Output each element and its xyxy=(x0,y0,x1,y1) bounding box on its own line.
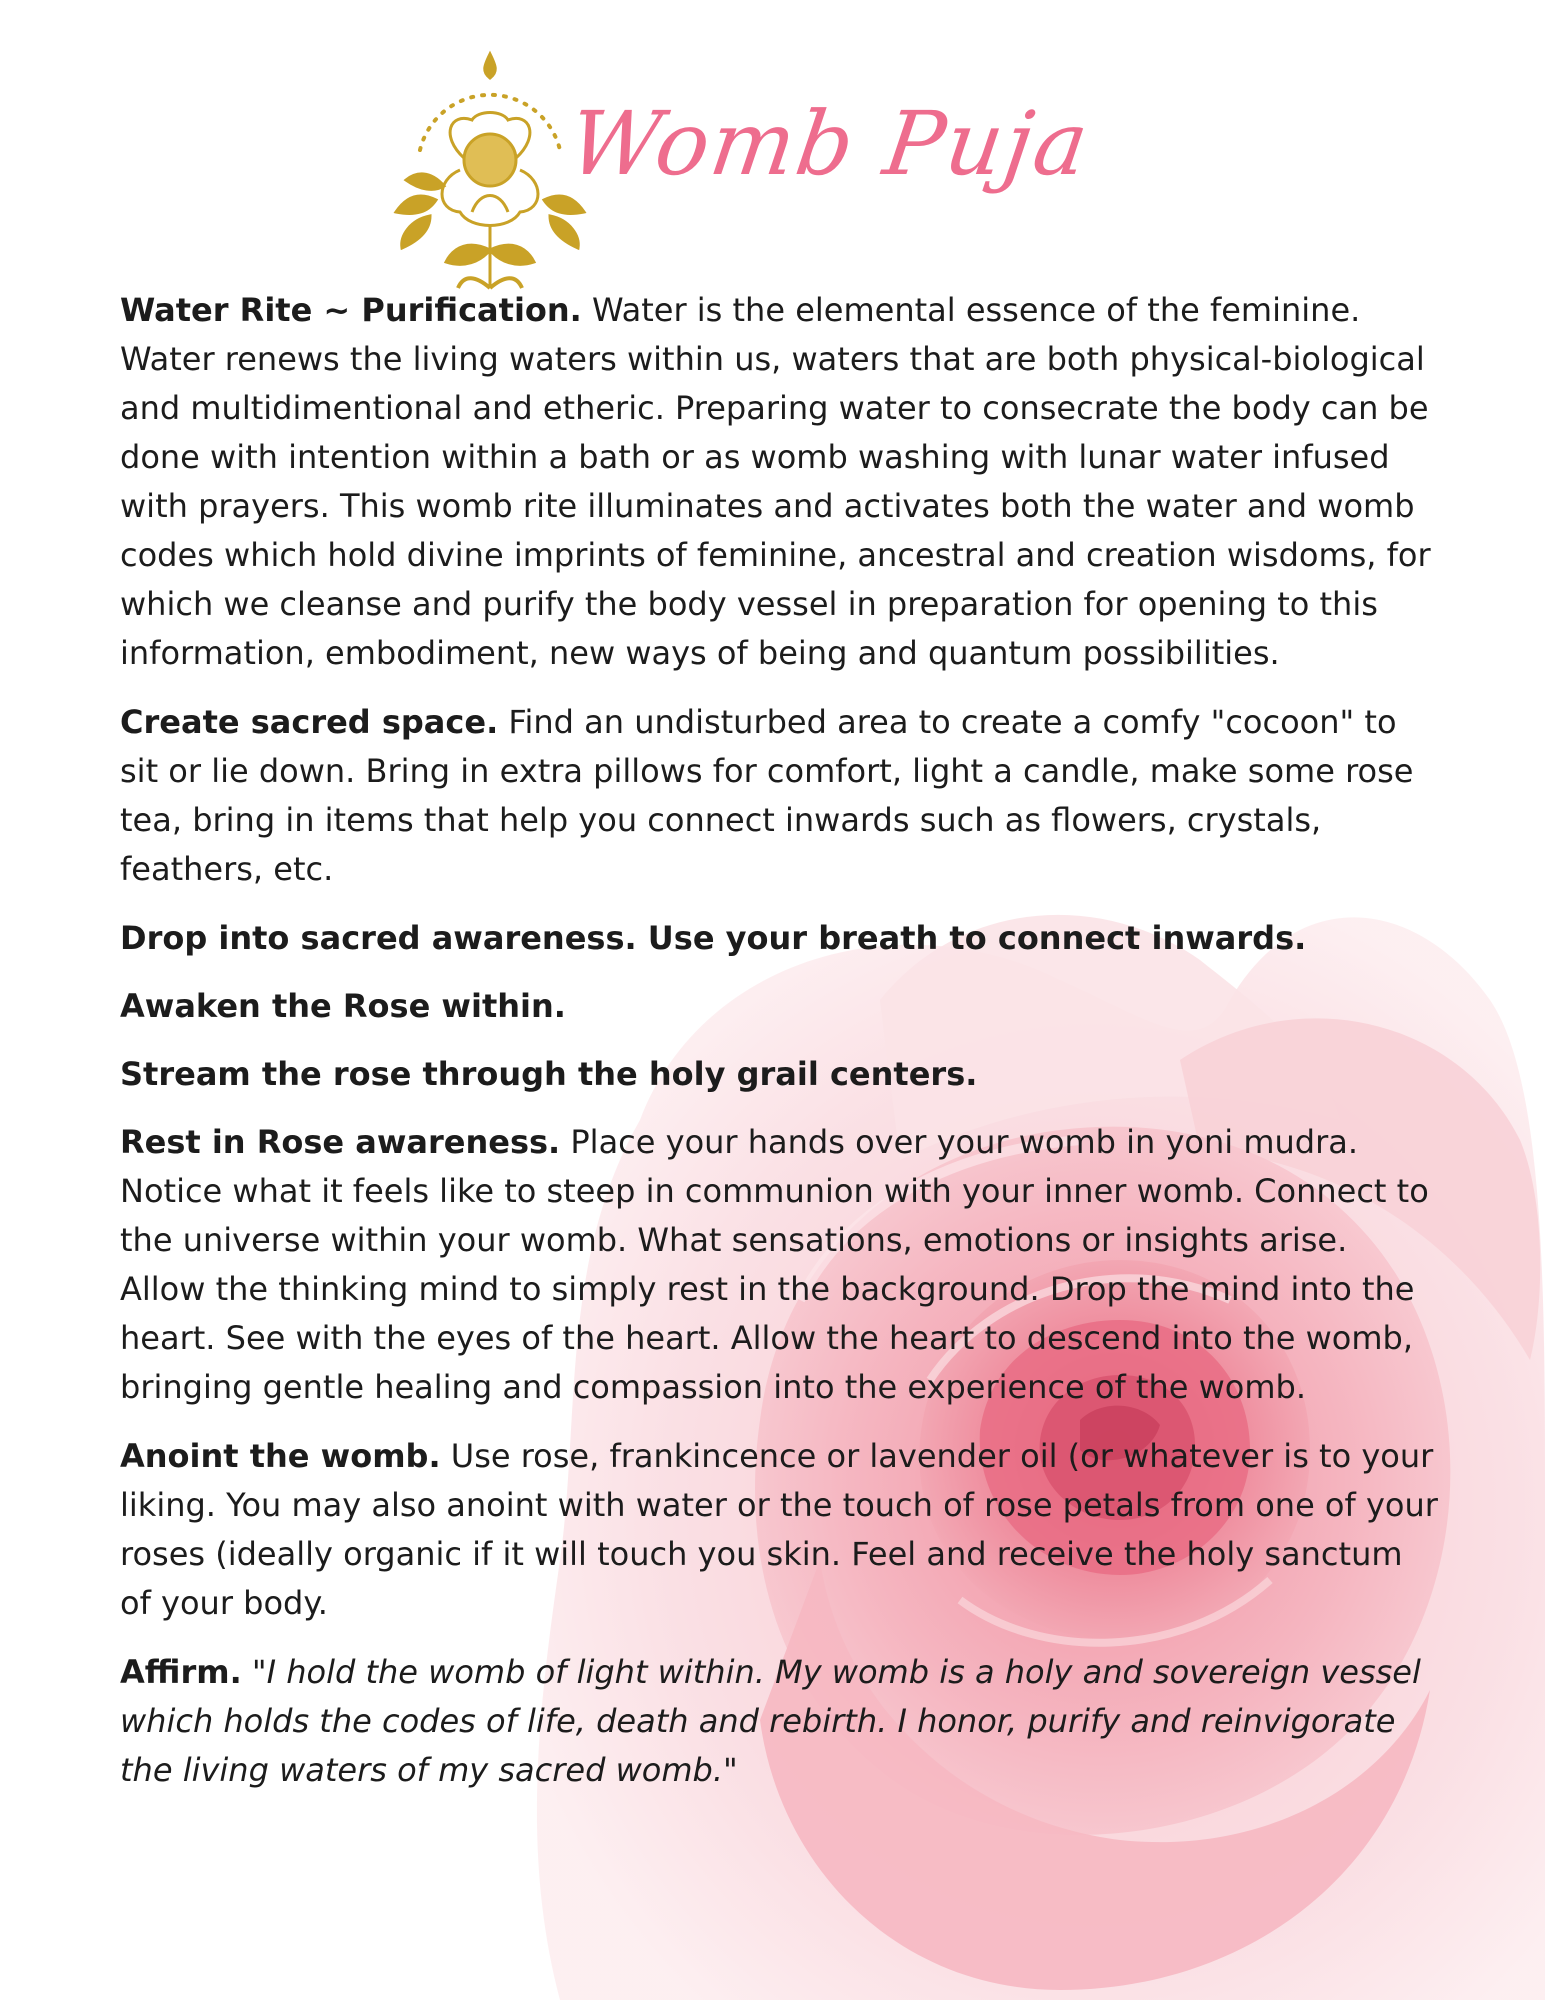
paragraph-heading: Drop into sacred awareness. Use your breath to connect inwards. xyxy=(120,919,1307,957)
paragraph-text: Water is the elemental essence of the feminine. Water renews the living waters within us, waters that are both physical-biological and multidimentional and etheric. Preparing water to consecrate the body can be done with intention within a bath or as womb washing with lunar water infused with prayers. This womb rite illuminates and activates both the water and womb codes which hold divine imprints of feminine, ancestral and creation wisdoms, for which we cleanse and purify the body vessel in preparation for opening to this information, embodiment, new ways of being and quantum possibilities. xyxy=(120,291,1431,672)
paragraph-affirm xyxy=(120,1648,1440,1795)
paragraph-anoint-womb xyxy=(120,1432,1440,1628)
paragraph-sacred-awareness xyxy=(120,914,1440,963)
document-body xyxy=(120,286,1440,1815)
affirmation-quote: "I hold the womb of light within. My womb is a holy and sovereign vessel which holds the codes of life, death and rebirth. I honor, purify and reinvigorate the living waters of my sacred womb." xyxy=(120,1653,1421,1789)
paragraph-heading: Awaken the Rose within. xyxy=(120,987,566,1025)
paragraph-text: Place your hands over your womb in yoni mudra. Notice what it feels like to steep in communion with your inner womb. Connect to the universe within your womb. What sensations, emotions or insights arise. Allow the thinking mind to simply rest in the background. Drop the mind into the heart. See with the eyes of the heart. Allow the heart to descend into the womb, bringing gentle healing and compassion into the experience of the womb. xyxy=(120,1123,1429,1406)
paragraph-awaken-rose xyxy=(120,982,1440,1031)
paragraph-heading: Water Rite ~ Purification. xyxy=(120,291,582,329)
paragraph-heading: Stream the rose through the holy grail centers. xyxy=(120,1055,978,1093)
paragraph-heading: Create sacred space. xyxy=(120,703,499,741)
page-title: Womb Puja xyxy=(562,92,1097,195)
paragraph-rest-rose-awareness xyxy=(120,1118,1440,1412)
paragraph-sacred-space xyxy=(120,698,1440,894)
paragraph-text: Find an undisturbed area to create a comfy "cocoon" to sit or lie down. Bring in extra pillows for comfort, light a candle, make some rose tea, bring in items that help you connect inwards such as flowers, crystals, feathers, etc. xyxy=(120,703,1414,888)
paragraph-heading: Affirm. xyxy=(120,1653,242,1691)
paragraph-water-rite xyxy=(120,286,1440,678)
gold-lotus-flower-icon xyxy=(360,40,600,300)
paragraph-stream-rose xyxy=(120,1050,1440,1099)
paragraph-heading: Anoint the womb. xyxy=(120,1437,441,1475)
paragraph-text: Use rose, frankincence or lavender oil (or whatever is to your liking. You may also anoint with water or the touch of rose petals from one of your roses (ideally organic if it will touch you skin. Feel and receive the holy sanctum of your body. xyxy=(120,1437,1438,1622)
paragraph-heading: Rest in Rose awareness. xyxy=(120,1123,561,1161)
